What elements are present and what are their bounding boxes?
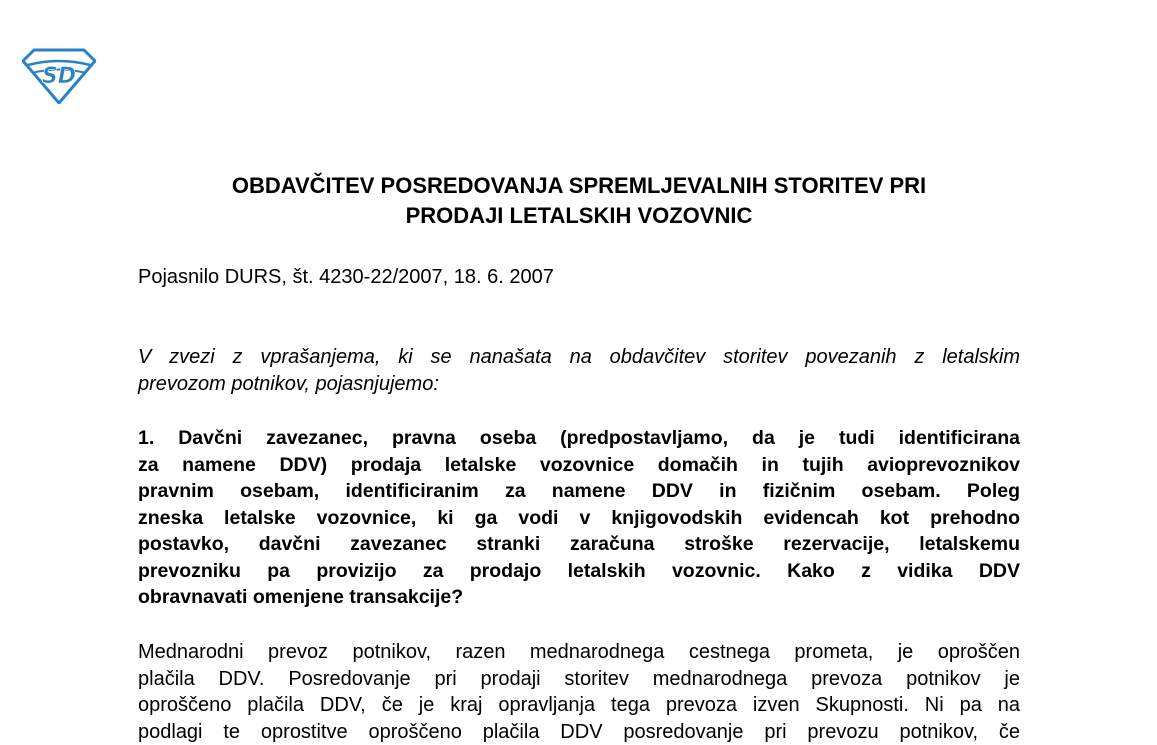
sd-logo <box>22 48 96 104</box>
document-title <box>138 171 1020 231</box>
question-line: obravnavati omenjene transakcije? <box>138 584 1020 611</box>
answer-line: plačila DDV. Posredovanje pri prodaji storitev mednarodnega prevoza potnikov je <box>138 666 1020 693</box>
intro-paragraph <box>138 344 1020 397</box>
answer-line: podlagi te oprostitve oproščeno plačila DDV posredovanje pri prevozu potnikov, če <box>138 719 1020 745</box>
sd-diamond-logo-icon <box>22 48 96 104</box>
question-line: zneska letalske vozovnice, ki ga vodi v knjigovodskih evidencah kot prehodno <box>138 505 1020 532</box>
question-line: za namene DDV) prodaja letalske vozovnice domačih in tujih avioprevoznikov <box>138 452 1020 479</box>
title-line: PRODAJI LETALSKIH VOZOVNIC <box>138 201 1020 231</box>
intro-line: prevozom potnikov, pojasnjujemo: <box>138 371 1020 398</box>
reference-line: Pojasnilo DURS, št. 4230-22/2007, 18. 6. 2007 <box>138 264 554 290</box>
title-line: OBDAVČITEV POSREDOVANJA SPREMLJEVALNIH STORITEV PRI <box>138 171 1020 201</box>
logo-letters: SD <box>42 64 76 89</box>
question-line: prevozniku pa provizijo za prodajo letalskih vozovnic. Kako z vidika DDV <box>138 558 1020 585</box>
answer-paragraph <box>138 639 1020 745</box>
answer-line: Mednarodni prevoz potnikov, razen mednarodnega cestnega prometa, je oproščen <box>138 639 1020 666</box>
question-line: pravnim osebam, identificiranim za namene DDV in fizičnim osebam. Poleg <box>138 478 1020 505</box>
question-line: postavko, davčni zavezanec stranki zaračuna stroške rezervacije, letalskemu <box>138 531 1020 558</box>
question-line: 1. Davčni zavezanec, pravna oseba (predpostavljamo, da je tudi identificirana <box>138 425 1020 452</box>
question-paragraph <box>138 425 1020 611</box>
intro-line: V zvezi z vprašanjema, ki se nanašata na obdavčitev storitev povezanih z letalskim <box>138 344 1020 371</box>
answer-line: oproščeno plačila DDV, če je kraj opravljanja tega prevoza izven Skupnosti. Ni pa na <box>138 692 1020 719</box>
